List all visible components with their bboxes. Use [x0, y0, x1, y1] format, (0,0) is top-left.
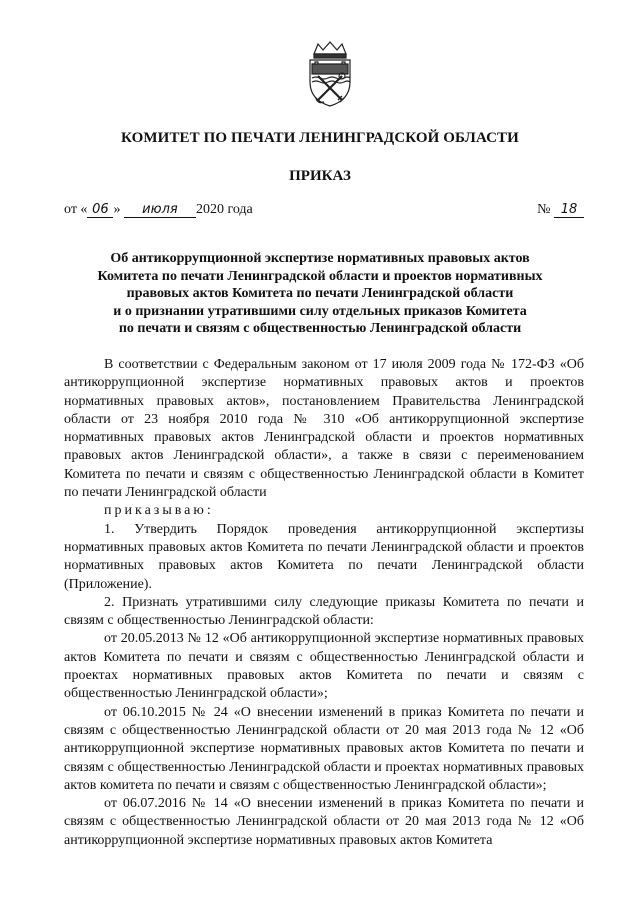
title-line: по печати и связям с общественностью Ленинградской области [118, 321, 522, 337]
preamble-paragraph: В соответствии с Федеральным законом от 17 июля 2009 года № 172-ФЗ «Об антикоррупционной экспертизе нормативных правовых актов и проектов нормативных правовых актов», постановлением Правительства Ленинградской области от 23 ноября 2010 года № 310 «Об антикоррупционной экспертизе нормативных правовых актов Ленинградской области и проектов нормативных правовых актов Ленинградской области», а также в связи с переименованием Комитета по печати и связям с общественностью Ленинградской области в Комитет по печати Ленинградской области [64, 357, 584, 501]
handwritten-month: июля [124, 202, 196, 218]
order-word: приказываю: [104, 503, 214, 519]
title-line: Об антикоррупционной экспертизе нормативных правовых актов [110, 251, 530, 266]
document-title [70, 250, 570, 338]
repealed-order-2: от 06.10.2015 № 24 «О внесении изменений в приказ Комитета по печати и связям с общественностью Ленинградской области от 20 мая 2013 года № 12 «Об антикоррупционной экспертизе нормативных правовых актов Комитета по печати и связям с общественностью Ленинградской области и проектах нормативных правовых актов комитета по печати и связям с общественностью Ленинградской области»; [64, 704, 584, 793]
coat-of-arms-icon [304, 40, 356, 108]
title-line: правовых актов Комитета по печати Ленинградской области [126, 286, 514, 302]
title-line: Комитета по печати Ленинградской области и проектов нормативных [97, 268, 543, 284]
organization-name: КОМИТЕТ ПО ПЕЧАТИ ЛЕНИНГРАДСКОЙ ОБЛАСТИ [121, 130, 519, 146]
handwritten-day: 06 [87, 202, 113, 218]
clause-1: 1. Утвердить Порядок проведения антикоррупционной экспертизы нормативных правовых актов Комитета по печати Ленинградской области и проектов нормативных правовых актов Комитета по печати Ленинградской области (Приложение). [64, 521, 584, 592]
document-number: № 18 [537, 202, 584, 218]
date-number-line [64, 202, 584, 224]
document-date: от « 06 » июля 2020 года [64, 202, 253, 217]
title-line: и о признании утратившими силу отдельных приказов Комитета [113, 303, 527, 319]
repealed-order-3: от 06.07.2016 № 14 «О внесении изменений в приказ Комитета по печати и связям с общественностью Ленинградской области от 20 мая 2013 года № 12 «Об антикоррупционной экспертизе нормативных правовых актов Комитета [64, 796, 584, 848]
document-type: ПРИКАЗ [289, 168, 351, 184]
document-body [64, 356, 584, 850]
handwritten-number: 18 [554, 202, 584, 218]
clause-2: 2. Признать утратившими силу следующие приказы Комитета по печати и связям с общественностью Ленинградской области: [64, 594, 584, 629]
repealed-order-1: от 20.05.2013 № 12 «Об антикоррупционной экспертизе нормативных правовых актов Комитета по печати и связям с общественностью Ленинградской области и проектах нормативных правовых актов Комитета по печати и связям с общественностью Ленинградской области»; [64, 631, 584, 702]
